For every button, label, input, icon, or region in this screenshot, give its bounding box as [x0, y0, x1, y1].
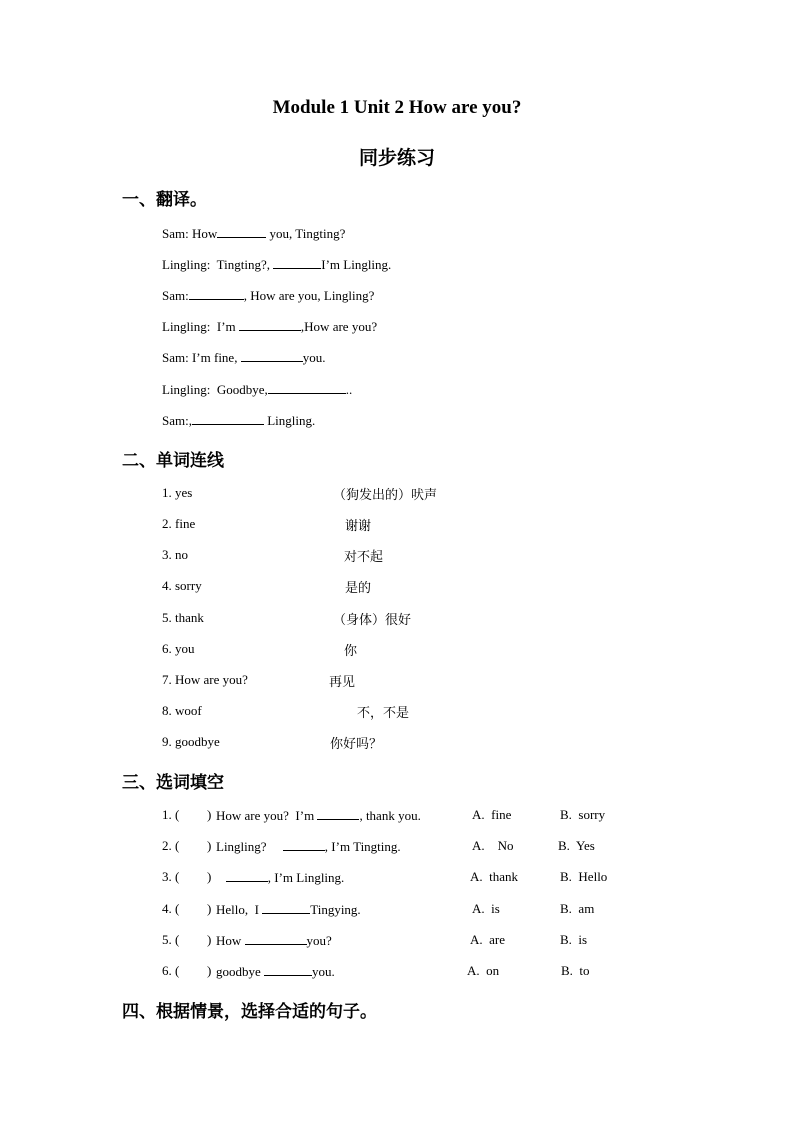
- line-text: you.: [302, 350, 326, 365]
- section-heading-situation: 四、根据情景，选择合适的句子。: [122, 1002, 377, 1022]
- line-text: ..: [345, 382, 353, 397]
- question-number: 5. (: [162, 932, 180, 947]
- answer-paren-close: ): [207, 838, 212, 853]
- q-pre: Lingling?: [216, 839, 283, 854]
- blank: [264, 963, 312, 976]
- line-text: ,How are you?: [300, 319, 378, 334]
- q-post: , I’m Lingling.: [267, 870, 345, 885]
- question-text: [216, 807, 421, 824]
- option-b: B. Yes: [558, 838, 595, 853]
- translate-line: [162, 349, 325, 366]
- match-word: 9. goodbye: [162, 734, 220, 749]
- answer-paren-close: ): [207, 807, 212, 822]
- line-text: Sam:,: [162, 413, 192, 428]
- blank: [245, 932, 307, 945]
- line-text: you, Tingting?: [266, 226, 346, 241]
- option-a: A. are: [470, 932, 506, 947]
- line-text: Lingling.: [263, 413, 316, 428]
- question-text: [216, 932, 332, 949]
- q-post: you?: [306, 933, 332, 948]
- section-heading-matching: 二、单词连线: [122, 451, 224, 471]
- blank: [239, 318, 301, 331]
- blank: [268, 381, 346, 394]
- blank: [273, 256, 321, 269]
- question-text: [216, 869, 344, 886]
- option-b: B. Hello: [560, 869, 608, 884]
- q-post: Tingying.: [310, 902, 361, 917]
- q-post: , I’m Tingting.: [324, 839, 401, 854]
- match-word: 7. How are you?: [162, 672, 248, 687]
- question-number: 3. (: [162, 869, 180, 884]
- line-text: Lingling: Tingting?,: [162, 257, 274, 272]
- page-title: Module 1 Unit 2 How are you?: [272, 97, 522, 118]
- question-number: 2. (: [162, 838, 180, 853]
- match-word: 6. you: [162, 641, 195, 656]
- translate-line: [162, 287, 374, 304]
- match-meaning: 对不起: [344, 550, 384, 565]
- line-text: , How are you, Lingling?: [243, 288, 375, 303]
- option-b: B. is: [560, 932, 588, 947]
- question-number: 1. (: [162, 807, 180, 822]
- option-a: A. fine: [472, 807, 512, 822]
- q-pre: How: [216, 933, 245, 948]
- blank: [241, 349, 303, 362]
- line-text: Lingling: Goodbye,: [162, 382, 268, 397]
- section-heading-fill-blank: 三、选词填空: [122, 773, 224, 793]
- q-post: you.: [312, 964, 335, 979]
- q-pre: How are you? I’m: [216, 808, 318, 823]
- blank: [192, 412, 264, 425]
- match-meaning: 谢谢: [345, 519, 372, 534]
- match-word: 3. no: [162, 547, 188, 562]
- blank: [217, 225, 266, 238]
- blank: [189, 287, 244, 300]
- option-a: A. No: [472, 838, 514, 853]
- q-post: , thank you.: [359, 808, 421, 823]
- question-number: 4. (: [162, 901, 180, 916]
- q-pre: Hello, I: [216, 902, 263, 917]
- line-text: Sam: How: [162, 226, 218, 241]
- answer-paren-close: ): [207, 869, 212, 884]
- answer-paren-close: ): [207, 963, 212, 978]
- line-text: Sam:: [162, 288, 189, 303]
- q-pre: goodbye: [216, 964, 265, 979]
- answer-paren-close: ): [207, 901, 212, 916]
- question-text: [216, 963, 335, 980]
- match-word: 8. woof: [162, 703, 202, 718]
- option-a: A. is: [472, 901, 500, 916]
- match-meaning: 不，不是: [357, 706, 410, 721]
- match-word: 4. sorry: [162, 578, 202, 593]
- match-meaning: 再见: [329, 675, 356, 690]
- translate-line: [162, 256, 391, 273]
- match-meaning: 是的: [345, 581, 372, 596]
- match-meaning: 你: [344, 644, 358, 659]
- question-number: 6. (: [162, 963, 180, 978]
- translate-line: [162, 318, 377, 335]
- question-text: [216, 838, 401, 855]
- line-text: Lingling: I’m: [162, 319, 239, 334]
- blank: [226, 869, 268, 882]
- line-text: I’m Lingling.: [321, 257, 392, 272]
- blank: [317, 807, 359, 820]
- match-meaning: （身体）很好: [333, 613, 412, 628]
- section-heading-translate: 一、翻译。: [122, 190, 207, 210]
- option-b: B. am: [560, 901, 595, 916]
- match-word: 1. yes: [162, 485, 193, 500]
- option-b: B. sorry: [560, 807, 606, 822]
- blank: [262, 901, 310, 914]
- option-a: A. on: [467, 963, 500, 978]
- blank: [283, 838, 325, 851]
- match-meaning: （狗发出的）吠声: [333, 488, 438, 503]
- option-a: A. thank: [470, 869, 519, 884]
- translate-line: [162, 381, 352, 398]
- translate-line: [162, 412, 315, 429]
- match-word: 2. fine: [162, 516, 196, 531]
- q-pre: [216, 870, 226, 885]
- translate-line: [162, 225, 345, 242]
- question-text: [216, 901, 361, 918]
- option-b: B. to: [561, 963, 590, 978]
- match-word: 5. thank: [162, 610, 204, 625]
- answer-paren-close: ): [207, 932, 212, 947]
- page-subtitle: 同步练习: [358, 147, 435, 169]
- match-meaning: 你好吗？: [330, 737, 383, 752]
- line-text: Sam: I’m fine,: [162, 350, 241, 365]
